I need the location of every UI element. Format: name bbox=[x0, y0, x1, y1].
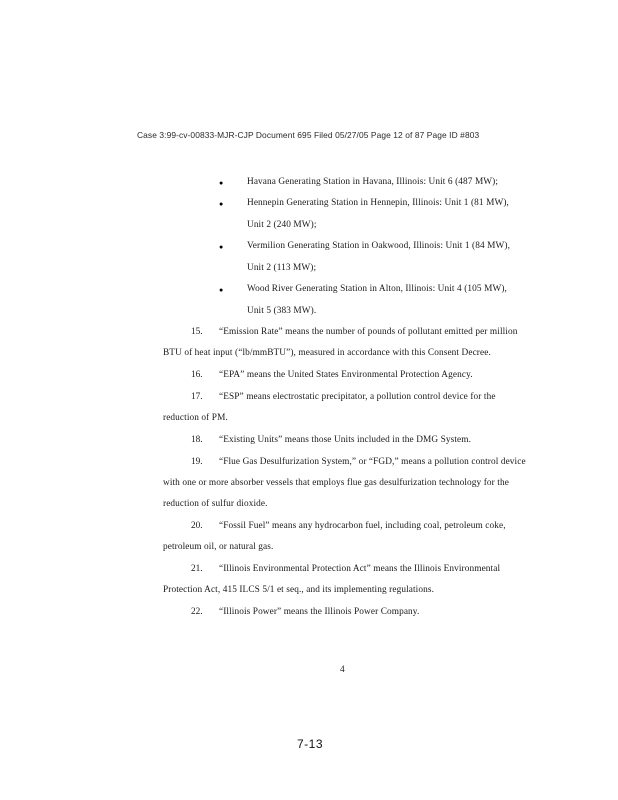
paragraph-number: 16. bbox=[191, 370, 203, 380]
bullet-text-line: Unit 2 (113 MW); bbox=[247, 263, 317, 273]
bullet-icon: ● bbox=[219, 179, 224, 187]
paragraph-line: “Fossil Fuel” means any hydrocarbon fuel, including coal, petroleum coke, bbox=[219, 521, 506, 531]
paragraph-line: petroleum oil, or natural gas. bbox=[163, 542, 274, 552]
page-number: 4 bbox=[340, 665, 345, 675]
bullet-text-line: Wood River Generating Station in Alton, Illinois: Unit 4 (105 MW), bbox=[247, 284, 507, 294]
bullet-icon: ● bbox=[219, 200, 224, 208]
paragraph-line: “EPA” means the United States Environmental Protection Agency. bbox=[219, 370, 473, 380]
paragraph-line: “Existing Units” means those Units included in the DMG System. bbox=[219, 435, 472, 445]
bullet-icon: ● bbox=[219, 243, 224, 251]
paragraph-line: “Illinois Power” means the Illinois Power Company. bbox=[219, 607, 420, 617]
paragraph-number: 18. bbox=[191, 435, 203, 445]
bullet-icon: ● bbox=[219, 286, 224, 294]
case-header: Case 3:99-cv-00833-MJR-CJP Document 695 Filed 05/27/05 Page 12 of 87 Page ID #803 bbox=[137, 130, 480, 140]
paragraph-line: “Emission Rate” means the number of pounds of pollutant emitted per million bbox=[219, 327, 518, 337]
paragraph-line: “ESP” means electrostatic precipitator, a pollution control device for the bbox=[219, 392, 496, 402]
bullet-text-line: Havana Generating Station in Havana, Illinois: Unit 6 (487 MW); bbox=[247, 177, 499, 187]
exhibit-footer: 7-13 bbox=[297, 737, 324, 751]
paragraph-line: reduction of PM. bbox=[163, 413, 228, 423]
paragraph-line: “Illinois Environmental Protection Act” means the Illinois Environmental bbox=[219, 564, 501, 574]
paragraph-line: with one or more absorber vessels that employs flue gas desulfurization technology for the bbox=[163, 478, 509, 488]
paragraph-line: Protection Act, 415 ILCS 5/1 et seq., and its implementing regulations. bbox=[163, 585, 434, 595]
paragraph-number: 17. bbox=[191, 392, 203, 402]
bullet-text-line: Unit 2 (240 MW); bbox=[247, 220, 317, 230]
bullet-text-line: Vermilion Generating Station in Oakwood, Illinois: Unit 1 (84 MW), bbox=[247, 241, 511, 251]
paragraph-number: 20. bbox=[191, 521, 203, 531]
paragraph-number: 15. bbox=[191, 327, 203, 337]
paragraph-number: 19. bbox=[191, 457, 203, 467]
paragraph-number: 22. bbox=[191, 607, 203, 617]
paragraph-line: BTU of heat input (“lb/mmBTU”), measured in accordance with this Consent Decree. bbox=[163, 348, 491, 358]
bullet-text-line: Hennepin Generating Station in Hennepin, Illinois: Unit 1 (81 MW), bbox=[247, 198, 509, 208]
bullet-text-line: Unit 5 (383 MW). bbox=[247, 306, 317, 316]
paragraph-line: “Flue Gas Desulfurization System,” or “FGD,” means a pollution control device bbox=[219, 457, 526, 467]
paragraph-line: reduction of sulfur dioxide. bbox=[163, 499, 268, 509]
paragraph-number: 21. bbox=[191, 564, 203, 574]
